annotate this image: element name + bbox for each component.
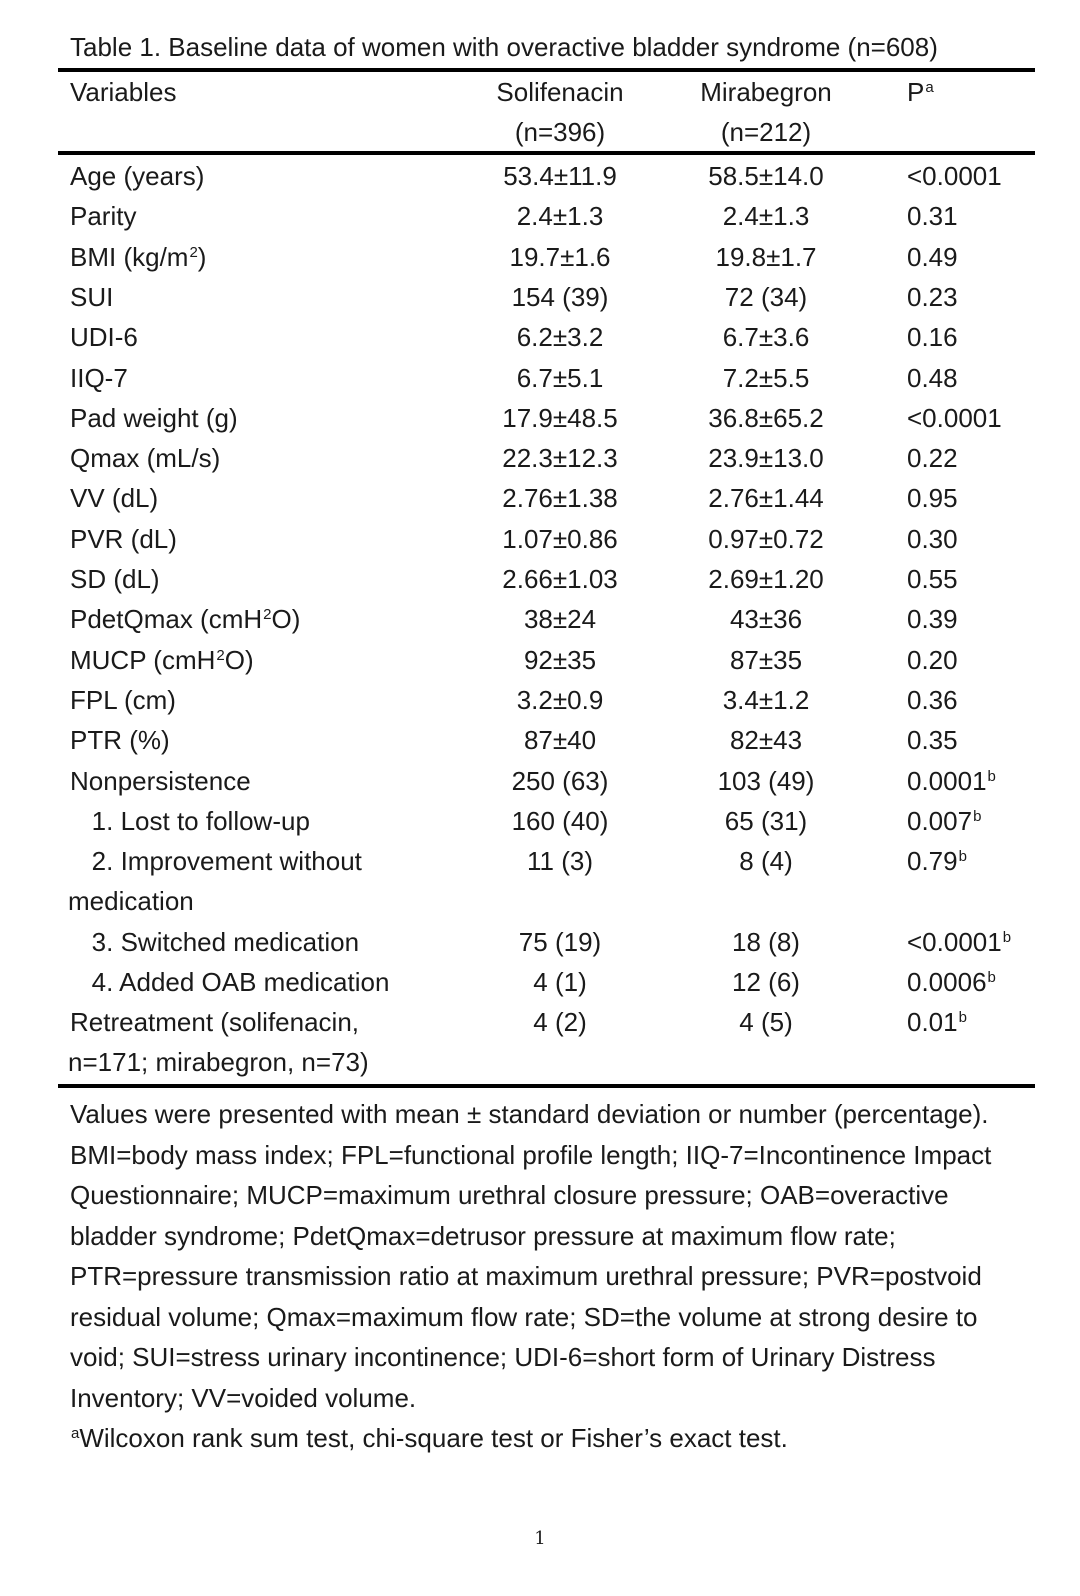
note-abbreviations: BMI=body mass index; FPL=functional profile length; IIQ-7=Incontinence Impact Questionnaire; MUCP=maximum urethral closure pressure; OAB=overactive bladder syndrome; PdetQmax=detrusor pressure at maximum flow rate; PTR=pressure transmission ratio at maximum urethral pressure; PVR=postvoid residual volume; Qmax=maximum flow rate; SD=the volume at strong desire to void; SUI=stress urinary incontinence; UDI-6=short form of Urinary Distress Inventory; VV=voided volume. [70, 1139, 992, 1413]
p-value: 0.49 [907, 241, 958, 272]
p-value: <0.0001$^b$ [907, 926, 1012, 957]
row-label: VV (dL) [70, 483, 159, 514]
row-label: Qmax (mL/s) [70, 443, 221, 474]
note-footnote-a: $^a$Wilcoxon rank sum test, chi-square test or Fisher’s exact test. [71, 1423, 788, 1453]
table-caption: Table 1. Baseline data of women with overactive bladder syndrome (n=608) [70, 32, 938, 62]
p-value: <0.0001 [907, 402, 1002, 433]
header-mirabegron-n: (n=212) [720, 117, 812, 147]
row-label: SUI [70, 281, 114, 312]
p-value: 0.35 [907, 725, 958, 756]
header-solifenacin-n: (n=396) [514, 117, 606, 147]
table-header-rule [58, 151, 1035, 155]
p-value: 0.31 [907, 201, 958, 232]
row-label: Nonpersistence [70, 765, 251, 796]
row-label: Age (years) [70, 161, 205, 191]
row-label: BMI $(kg/m^2)$ [70, 241, 207, 272]
p-value: 0.23 [907, 281, 958, 312]
row-label: 3. Switched medication [70, 926, 360, 957]
row-label: FPL (cm) [70, 684, 176, 715]
row-label-continuation: medication [68, 886, 194, 917]
p-value: 0.79$^b$ [907, 846, 967, 877]
row-label: 2. Improvement without medication [70, 841, 362, 921]
row-label: PVR (dL) [70, 523, 177, 554]
row-label-continuation: n=171; mirabegron, n=73) [68, 1047, 369, 1078]
header-solifenacin-name: Solifenacin [496, 77, 624, 107]
p-value: 0.20 [907, 644, 958, 675]
table-bottom-rule [58, 1084, 1035, 1088]
table-notes [70, 1094, 1030, 1464]
header-mirabegron-name: Mirabegron [700, 77, 832, 107]
note-values: Values were presented with mean ± standard deviation or number (percentage). [70, 1099, 989, 1129]
p-value: 0.39 [907, 604, 958, 635]
row-label: UDI-6 [70, 322, 138, 353]
row-label: 1. Lost to follow-up [70, 805, 310, 836]
row-label: Retreatment (solifenacin, n=171; mirabegron, n=73) [70, 1002, 369, 1082]
row-label: Parity [70, 201, 137, 232]
p-value: 0.55 [907, 564, 958, 594]
p-value: 0.01$^b$ [907, 1007, 967, 1038]
p-value: 0.16 [907, 322, 958, 353]
p-value: 0.007$^b$ [907, 805, 982, 836]
header-variables: Variables [70, 77, 177, 107]
document-page: Table 1. Baseline data of women with overactive bladder syndrome (n=608) Variables Solifenacin (n=396) Mirabegron (n=212) $P^a$ Age (years) 53.4±11.9 58.5±14.0 <0.0001 Parity 2.4±1.3 2.4±1.3 0.31 BMI $(kg/m^2)$ 19.7±1.6 19.8±1.7 0.49 SUI 154 (39) 72 (34) 0.23 UDI-6 6.2±3.2 6.7±3.6 0.16 IIQ-7 6.7±5.1 7.2±5.5 0.48 Pad weight (g) 17.9±48.5 36.8±65.2 <0.0001 Qmax (mL/s) 22.3±12.3 23.9±13.0 0.22 VV (dL) 2.76±1.38 2.76±1.44 0.95 PVR (dL) 1.07±0.86 0.97±0.72 0.30 SD (dL) 2.66±1.03 2.69±1.20 0.55 PdetQmax (cmH$^2$O) 38±24 43±36 0.39 MUCP (cmH$^2$O) 92±35 87±35 0.20 FPL (cm) 3.2±0.9 3.4±1.2 0.36 PTR (%) 87±40 82±43 0.35 Nonpersistence 250 (63) 103 (49) 0.0001$^b$ 1. Lost to follow-up 160 (40) 65 (31) 0.007$^b$ 2. Improvement without medication 11 (3) 8 (4) 0.79$^b$ 3. Switched medication 75 (19) 18 (8) <0.0001$^b$ 4. Added OAB medication 4 (1) 12 (6) 0.0006$^b$ Retreatment (solifenacin, n=171; mirabegron, n=73) 4 (2) 4 (5) 0.01$^b$ Values were presented with mean ± standard deviation or number (percentage). BMI=body mass index; FPL=functional profile length; IIQ-7=Incontinence Impact Questionnaire; MUCP=maximum urethral closure pressure; OAB=overactive bladder syndrome; PdetQmax=detrusor pressure at maximum flow rate; PTR=pressure transmission ratio at maximum urethral pressure; PVR=postvoid residual volume; Qmax=maximum flow rate; SD=the volume at strong desire to void; SUI=stress urinary incontinence; UDI-6=short form of Urinary Distress Inventory; VV=voided volume. $^a$Wilcoxon rank sum test, chi-square test or Fisher’s exact test. 1 [0, 0, 1080, 1596]
p-value: 0.22 [907, 443, 958, 474]
page-number: 1 [534, 1528, 546, 1549]
p-value: 0.36 [907, 684, 958, 715]
row-label: SD (dL) [70, 564, 160, 594]
p-value: 0.48 [907, 362, 958, 393]
row-label: 4. Added OAB medication [70, 967, 390, 997]
row-label: PdetQmax (cmH$^2$O) [70, 604, 301, 635]
row-label: Pad weight (g) [70, 402, 238, 433]
p-value: 0.95 [907, 483, 958, 514]
row-label: MUCP (cmH$^2$O) [70, 644, 254, 675]
header-p-value: $P^a$ [907, 77, 934, 107]
p-value: 0.0006$^b$ [907, 967, 996, 997]
p-value: 0.0001$^b$ [907, 765, 996, 796]
row-label: IIQ-7 [70, 362, 128, 393]
p-value: 0.30 [907, 523, 958, 554]
row-label: PTR (%) [70, 725, 170, 756]
p-value: <0.0001 [907, 161, 1002, 191]
table-header [0, 72, 1080, 152]
